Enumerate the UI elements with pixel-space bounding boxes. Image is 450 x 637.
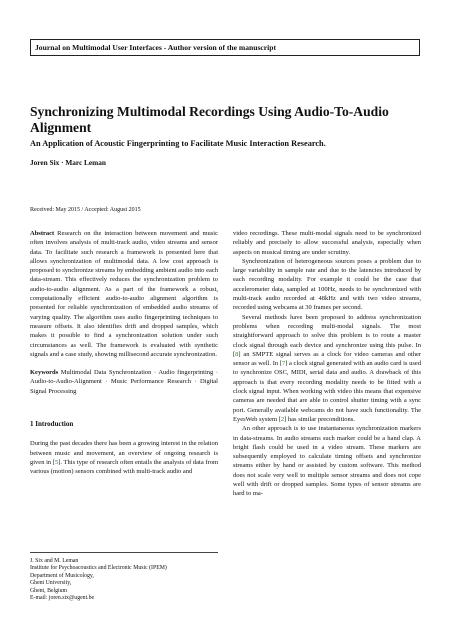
- citation-link[interactable]: 8: [235, 350, 239, 358]
- intro-text-b: ]. This type of research often entails the analysis of data from various (motion) sensors combined with multi-track audio and: [30, 458, 219, 476]
- footnote-city: Ghent, Belgium: [30, 587, 68, 594]
- footnote-email: E-mail: joren.six@ugent.be: [30, 595, 95, 602]
- citation-link[interactable]: 7: [281, 360, 286, 368]
- footnote-department: Department of Musicology,: [30, 572, 94, 579]
- methods-text-d: ] has similar preconditions.: [284, 415, 355, 423]
- methods-text-c: ] a clock signal generated with an audio card is used to synchronize OSC, MIDI, serial data and audio. A drawback of this approach is that every recording modality needs to be fitted with a clock signal input. When working with video this means that expensive cameras are needed that are able to control shutter timing with a sync port. Generally available webcams do not have such functionality. The EyesWeb system [: [233, 360, 421, 423]
- footnote-institute: Institute for Psychoacoustics and Electronic Music (IPEM): [30, 565, 167, 572]
- paragraph-markers: An other approach is to use instantaneous synchronization markers in data-streams. In audio streams such marker could be a hand clap. A bright flash could be used in a video stream. These markers are subsequently employed to calculate timing offsets and synchronize streams either by hand or assisted by custom software. This method does not scale very well to multiple sensor streams and does not cope well with drift or dropped samples. Some types of sensor streams are hard to ma-: [233, 425, 421, 498]
- author-affiliation-footnote: [30, 552, 218, 602]
- abstract-text: Research on the interaction between movement and music often involves analysis of multi-track audio, video streams and sensor data. To facilitate such research a framework is presented here that allows synchronization of multimodal data. A low cost approach is proposed to synchronize streams by embedding ambient audio into each data-stream. This effectively reduces the synchronization problem to audio-to-audio alignment. As a part of the framework a robust, computationally efficient audio-to-audio alignment algorithm is presented for reliable synchronization of embedded audio streams of varying quality. The algorithm uses audio fingerprinting techniques to measure offsets. It also identifies drift and dropped samples, which makes it possible to find a synchronization solution under such circumstances as well. The framework is evaluated with synthetic signals and a case study, showing millisecond accurate synchronization.: [30, 230, 218, 358]
- paper-subtitle: An Application of Acoustic Fingerprinting to Facilitate Music Interaction Research.: [30, 139, 326, 148]
- abstract: [30, 229, 218, 359]
- journal-header: [30, 39, 420, 56]
- keywords-text: Multimodal Data Synchronization · Audio fingerprinting · Audio-to-Audio-Alignment · Music Performance Research · Digital Signal Processing: [30, 369, 218, 395]
- paper-title: Synchronizing Multimodal Recordings Using Audio-To-Audio Alignment: [30, 104, 389, 135]
- citation-link[interactable]: 2: [280, 415, 285, 423]
- methods-text-b: ] an SMPTE signal serves as a clock for video cameras and other sensor as well. In [: [233, 350, 421, 368]
- right-column: [233, 229, 421, 499]
- intro-text-a: During the past decades there has been a growing interest in the relation between music and movement, an overview of ongoing research is given in [: [30, 440, 218, 466]
- section-heading-introduction: 1 Introduction: [30, 420, 74, 429]
- footnote-university: Ghent University,: [30, 580, 72, 587]
- paragraph-methods: [233, 313, 421, 425]
- keywords: [30, 368, 218, 396]
- paragraph-continuation: video recordings. These multi-modal signals need to be synchronized reliably and precisely to allow successful analysis, especially when aspects on musical timing are under scrutiny.: [233, 230, 421, 256]
- citation-link[interactable]: 5: [54, 458, 59, 466]
- received-accepted-dates: Received: May 2015 / Accepted: August 2015: [30, 207, 141, 213]
- footnote-names: J. Six and M. Leman: [30, 558, 79, 564]
- abstract-label: Abstract: [30, 230, 55, 237]
- left-column: [30, 229, 218, 477]
- journal-header-text: Journal on Multimodal User Interfaces - Author version of the manuscript: [35, 43, 277, 52]
- keywords-label: Keywords: [30, 369, 59, 377]
- introduction-paragraph: [30, 439, 218, 476]
- paper-authors: Joren Six · Marc Leman: [30, 158, 106, 167]
- methods-text-a: Several methods have been proposed to address synchronization problems when recording multi-modal signals. The most straightforward approach to solve this problem is to route a master clock signal through each device and synchronize using this pulse. In [: [233, 313, 421, 358]
- paragraph-sync-problem: Synchronization of heterogeneous sources poses a problem due to large variability in sample rate and due to the latencies introduced by each recording modality. For example it could be the case that accelerometer data, sampled at 100Hz, needs to be synchronized with multi-track audio recorded at 48kHz and with two video streams, recorded using webcams at 30 frames per second.: [233, 257, 421, 312]
